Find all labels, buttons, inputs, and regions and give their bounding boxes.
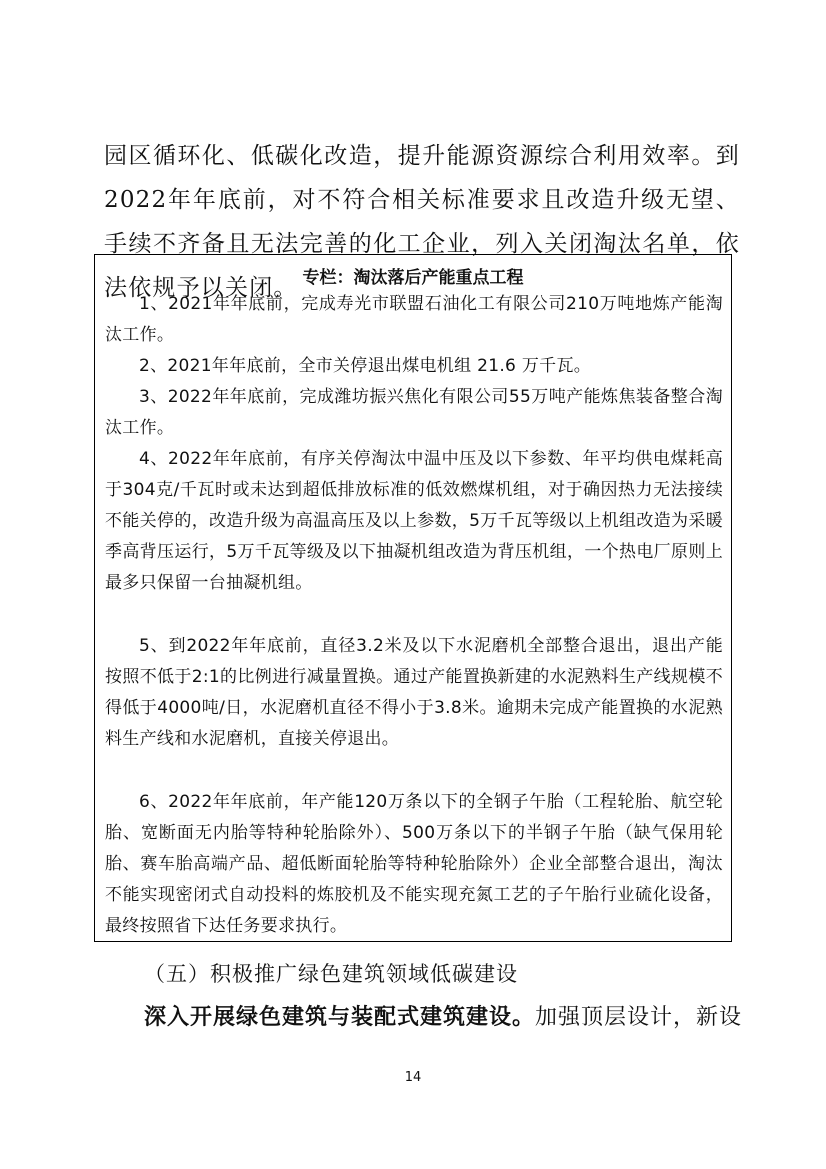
box-item-6: 6、2022年年底前，年产能120万条以下的全钢子午胎（工程轮胎、航空轮胎、宽断面无内胎等特种轮胎除外）、500万条以下的半钢子午胎（缺气保用轮胎、赛车胎高端产品、超低断面轮胎等特种轮胎除外）企业全部整合退出，淘汰不能实现密闭式自动投料的炼胶机及不能实现充氮工艺的子午胎行业硫化设备，最终按照省下达任务要求执行。 [105,792,723,936]
box-item-1: 1、2021年年底前，完成寿光市联盟石油化工有限公司210万吨地炼产能淘汰工作。 [105,294,723,345]
section-heading: （五）积极推广绿色建筑领域低碳建设 [144,962,518,986]
page-number: 14 [404,1070,422,1085]
box-item-3: 3、2022年年底前，完成潍坊振兴焦化有限公司55万吨产能炼焦装备整合淘汰工作。 [105,387,723,438]
lead-paragraph [144,1000,743,1031]
box-title: 专栏：淘汰落后产能重点工程 [302,268,524,288]
box-item-4: 4、2022年年底前，有序关停淘汰中温中压及以下参数、年平均供电煤耗高于304克/千瓦时或未达到超低排放标准的低效燃煤机组，对于确因热力无法接续不能关停的，改造升级为高温高压及以上参数，5万千瓦等级以上机组改造为采暖季高背压运行，5万千瓦等级及以下抽凝机组改造为背压机组，一个热电厂原则上最多只保留一台抽凝机组。 [105,449,723,593]
body-paragraph: 园区循环化、低碳化改造，提升能源资源综合利用效率。到2022年年底前，对不符合相关标准要求且改造升级无望、手续不齐备且无法完善的化工企业，列入关闭淘汰名单，依法依规予以关闭。 [104,143,740,301]
box-item-2: 2、2021年年底前，全市关停退出煤电机组 21.6 万千瓦。 [139,356,592,376]
lead-bold-text: 深入开展绿色建筑与装配式建筑建设。 [144,1004,536,1030]
box-item-5: 5、到2022年年底前，直径3.2米及以下水泥磨机全部整合退出，退出产能按照不低于2:1的比例进行减量置换。通过产能置换新建的水泥熟料生产线规模不得低于4000吨/日，水泥磨机直径不得小于3.8米。逾期未完成产能置换的水泥熟料生产线和水泥磨机，直接关停退出。 [105,636,723,749]
feature-box [94,254,732,942]
lead-text: 加强顶层设计，新设 [535,1005,743,1030]
